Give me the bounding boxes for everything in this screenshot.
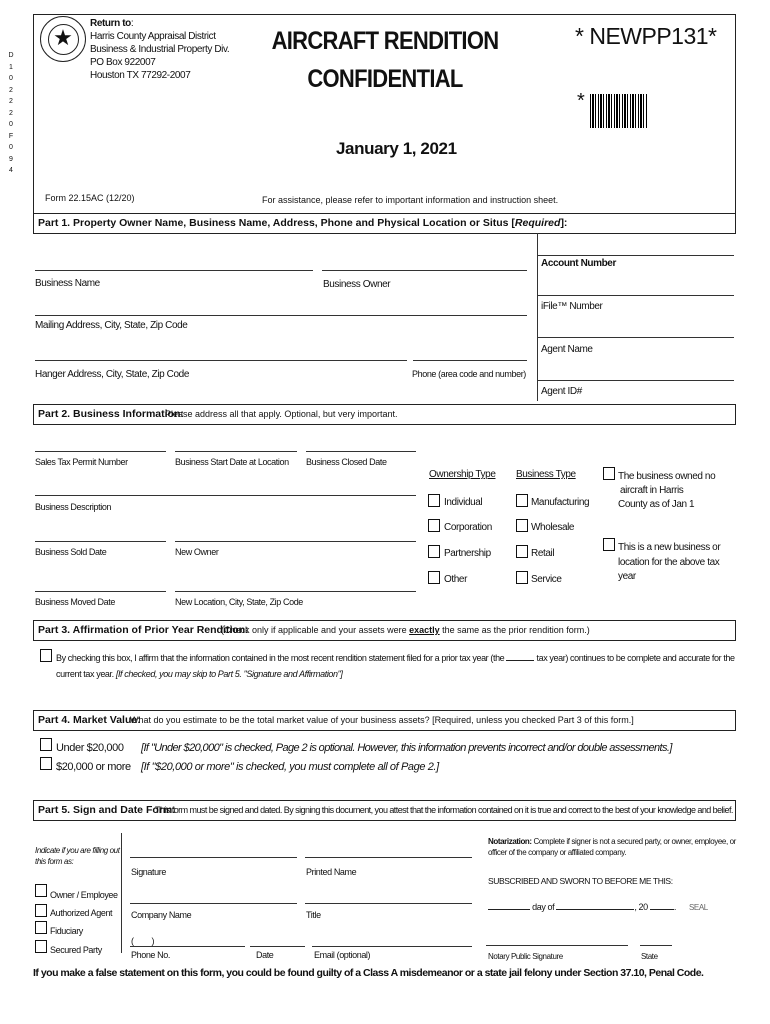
printed-name-label: Printed Name (306, 867, 357, 877)
business-service-checkbox[interactable] (516, 571, 528, 584)
form-title (271, 22, 500, 98)
business-description-label: Business Description (35, 502, 112, 512)
notary-month-blank[interactable] (556, 909, 634, 910)
hanger-line (35, 360, 407, 361)
role-owner-employee-label: Owner / Employee (50, 890, 118, 900)
sales-tax-line (35, 451, 166, 452)
return-address-line: PO Box 922007 (90, 57, 156, 68)
part1-divider (537, 233, 538, 401)
part1-header: Part 1. Property Owner Name, Business Name, Address, Phone and Physical Location or Situs [Required]: (33, 213, 736, 234)
phone-label: Phone (area code and number) (412, 369, 526, 379)
title-line-2: CONFIDENTIAL (307, 65, 463, 93)
mailing-address-label: Mailing Address, City, State, Zip Code (35, 320, 188, 331)
business-owner-label: Business Owner (323, 279, 391, 290)
agent-name-label: Agent Name (541, 344, 593, 355)
business-name-label: Business Name (35, 278, 100, 289)
side-code-char: 4 (9, 167, 13, 174)
side-code-char: 2 (9, 86, 13, 94)
form-code: * NEWPP131* (575, 23, 717, 49)
prior-year-affirmation-text: By checking this box, I affirm that the information contained in the most recent rendition statement filed for a prior tax year (the tax year) continues to be complete and accurate for the (56, 653, 735, 663)
sold-date-line (35, 541, 166, 542)
new-location-label: New Location, City, State, Zip Code (175, 597, 303, 607)
start-date-line (175, 451, 297, 452)
title-line-1: AIRCRAFT RENDITION (271, 27, 499, 55)
agent-name-top-line (537, 337, 734, 338)
over-20000-label: $20,000 or more (56, 761, 131, 773)
agent-id-label: Agent ID# (541, 386, 582, 397)
mailing-line (35, 315, 527, 316)
ownership-type-heading: Ownership Type (429, 469, 496, 480)
title-line (305, 903, 472, 904)
under-20000-checkbox[interactable] (40, 738, 52, 751)
role-secured-party-label: Secured Party (50, 945, 102, 955)
assistance-note: For assistance, please refer to important information and instruction sheet. (262, 195, 559, 205)
closed-date-line (306, 451, 416, 452)
return-to-label: Return to (90, 18, 131, 29)
business-retail-label: Retail (531, 548, 555, 559)
business-owner-line (322, 270, 527, 271)
owned-no-aircraft-label: The business owned no aircraft in Harris County as of Jan 1 (618, 471, 716, 510)
business-service-label: Service (531, 574, 562, 585)
role-owner-employee-checkbox[interactable] (35, 884, 47, 897)
barcode-icon (590, 94, 648, 128)
notary-signature-label: Notary Public Signature (488, 952, 563, 961)
role-secured-party-checkbox[interactable] (35, 940, 47, 953)
business-type-heading: Business Type (516, 469, 576, 480)
false-statement-warning: If you make a false statement on this form, you could be found guilty of a Class A misdemeanor or a state jail felony under Section 37.10, Penal Code. (33, 967, 704, 979)
ownership-partnership-checkbox[interactable] (428, 545, 440, 558)
side-code-char: F (8, 132, 14, 140)
barcode-star: * (577, 90, 585, 112)
phone-paren: ( ) (131, 936, 155, 946)
owned-no-aircraft-checkbox[interactable] (603, 467, 615, 480)
seal-label: SEAL (689, 903, 708, 912)
signature-line (130, 857, 297, 858)
prior-tax-year-blank[interactable] (506, 660, 534, 661)
side-code-char: 2 (9, 109, 13, 117)
email-label: Email (optional) (314, 950, 371, 960)
business-manufacturing-label: Manufacturing (531, 497, 590, 508)
role-authorized-agent-label: Authorized Agent (50, 908, 113, 918)
state-line (640, 945, 672, 946)
prior-year-affirmation-text-2: current tax year. [If checked, you may skip to Part 5. "Signature and Affirmation"] (56, 669, 343, 679)
county-seal-icon: ★ (40, 16, 86, 62)
date-label: Date (256, 950, 274, 960)
over-20000-note: [If "$20,000 or more" is checked, you must complete all of Page 2.] (141, 761, 439, 773)
ownership-corporation-checkbox[interactable] (428, 519, 440, 532)
role-fiduciary-label: Fiduciary (50, 926, 83, 936)
new-business-label: This is a new business or location for the above tax year (618, 542, 721, 582)
business-wholesale-checkbox[interactable] (516, 519, 528, 532)
ownership-other-checkbox[interactable] (428, 571, 440, 584)
part4-header: Part 4. Market Value: What do you estimate to be the total market value of your business assets? [Required, unless you checked Part 3 of this form.] (33, 710, 736, 731)
new-business-checkbox[interactable] (603, 538, 615, 551)
phone-no-label: Phone No. (131, 950, 170, 960)
business-name-line (35, 270, 313, 271)
side-code-char: 0 (9, 121, 13, 128)
business-manufacturing-checkbox[interactable] (516, 494, 528, 507)
side-code-char: 9 (9, 155, 13, 163)
part5-header: Part 5. Sign and Date Form: This form must be signed and dated. By signing this document, you attest that the information contained on it is true and correct to the best of your knowledge and belief. (33, 800, 736, 821)
signature-label: Signature (131, 867, 166, 877)
ownership-corporation-label: Corporation (444, 522, 492, 533)
new-location-line (175, 591, 416, 592)
phone-no-line (130, 946, 245, 947)
side-code-char: 0 (9, 75, 13, 82)
notary-date-row: day of , 20 . (488, 902, 676, 912)
email-line (312, 946, 472, 947)
return-address: Return to: Harris County Appraisal District Business & Industrial Property Div. PO Box 922007 Houston TX 77292-2007 (90, 18, 230, 81)
prior-year-affirmation-checkbox[interactable] (40, 649, 52, 662)
phone-line (413, 360, 527, 361)
new-owner-line (175, 541, 416, 542)
side-code-char: 1 (9, 63, 13, 71)
indicate-label: Indicate if you are filling out this form as: (35, 846, 120, 866)
state-label: State (641, 952, 658, 961)
description-line (35, 495, 416, 496)
date-line (250, 946, 305, 947)
side-code-char: 0 (9, 144, 13, 151)
return-address-line: Business & Industrial Property Div. (90, 44, 230, 55)
moved-date-label: Business Moved Date (35, 597, 115, 607)
hanger-address-label: Hanger Address, City, State, Zip Code (35, 369, 189, 380)
moved-date-line (35, 591, 166, 592)
sold-date-label: Business Sold Date (35, 547, 107, 557)
notary-signature-line (486, 945, 628, 946)
side-code-char: D (8, 52, 14, 59)
ifile-top-line (537, 295, 734, 296)
business-retail-checkbox[interactable] (516, 545, 528, 558)
return-address-line: Harris County Appraisal District (90, 31, 216, 42)
over-20000-checkbox[interactable] (40, 757, 52, 770)
role-authorized-agent-checkbox[interactable] (35, 904, 47, 917)
closed-date-label: Business Closed Date (306, 457, 387, 467)
printed-name-line (305, 857, 472, 858)
form-number: Form 22.15AC (12/20) (45, 193, 135, 203)
account-number-label: Account Number (541, 258, 616, 269)
notarization-text: Notarization: Complete if signer is not a secured party, or owner, employee, or officer of the company or affiliated company. (488, 837, 736, 857)
new-owner-label: New Owner (175, 547, 219, 557)
form-date: January 1, 2021 (336, 139, 457, 158)
return-address-line: Houston TX 77292-2007 (90, 70, 191, 81)
ownership-other-label: Other (444, 574, 468, 585)
agent-id-top-line (537, 380, 734, 381)
company-name-label: Company Name (131, 910, 192, 920)
business-wholesale-label: Wholesale (531, 522, 575, 533)
start-date-label: Business Start Date at Location (175, 457, 289, 467)
part2-header: Part 2. Business Information: Please address all that apply. Optional, but very important. (33, 404, 736, 425)
company-name-line (130, 903, 297, 904)
account-top-line (537, 255, 734, 256)
ownership-individual-label: Individual (444, 497, 483, 508)
sworn-text: SUBSCRIBED AND SWORN TO BEFORE ME THIS: (488, 876, 673, 886)
part3-header: Part 3. Affirmation of Prior Year Rendition: (Check only if applicable and your assets were exactly the same as the prior rendition form.) (33, 620, 736, 641)
ifile-label: iFile™ Number (541, 301, 603, 312)
ownership-individual-checkbox[interactable] (428, 494, 440, 507)
side-document-code (6, 50, 16, 177)
part5-left-divider (121, 833, 122, 953)
notary-day-blank[interactable] (488, 909, 530, 910)
ownership-partnership-label: Partnership (444, 548, 491, 559)
side-code-char: 2 (9, 98, 13, 105)
title-label: Title (306, 910, 321, 920)
sales-tax-label: Sales Tax Permit Number (35, 457, 128, 467)
under-20000-label: Under $20,000 (56, 742, 124, 754)
under-20000-note: [If "Under $20,000" is checked, Page 2 is optional. However, this information prevents incorrect and/or double assessments.] (141, 742, 672, 754)
notary-year-blank[interactable] (650, 909, 674, 910)
role-fiduciary-checkbox[interactable] (35, 921, 47, 934)
